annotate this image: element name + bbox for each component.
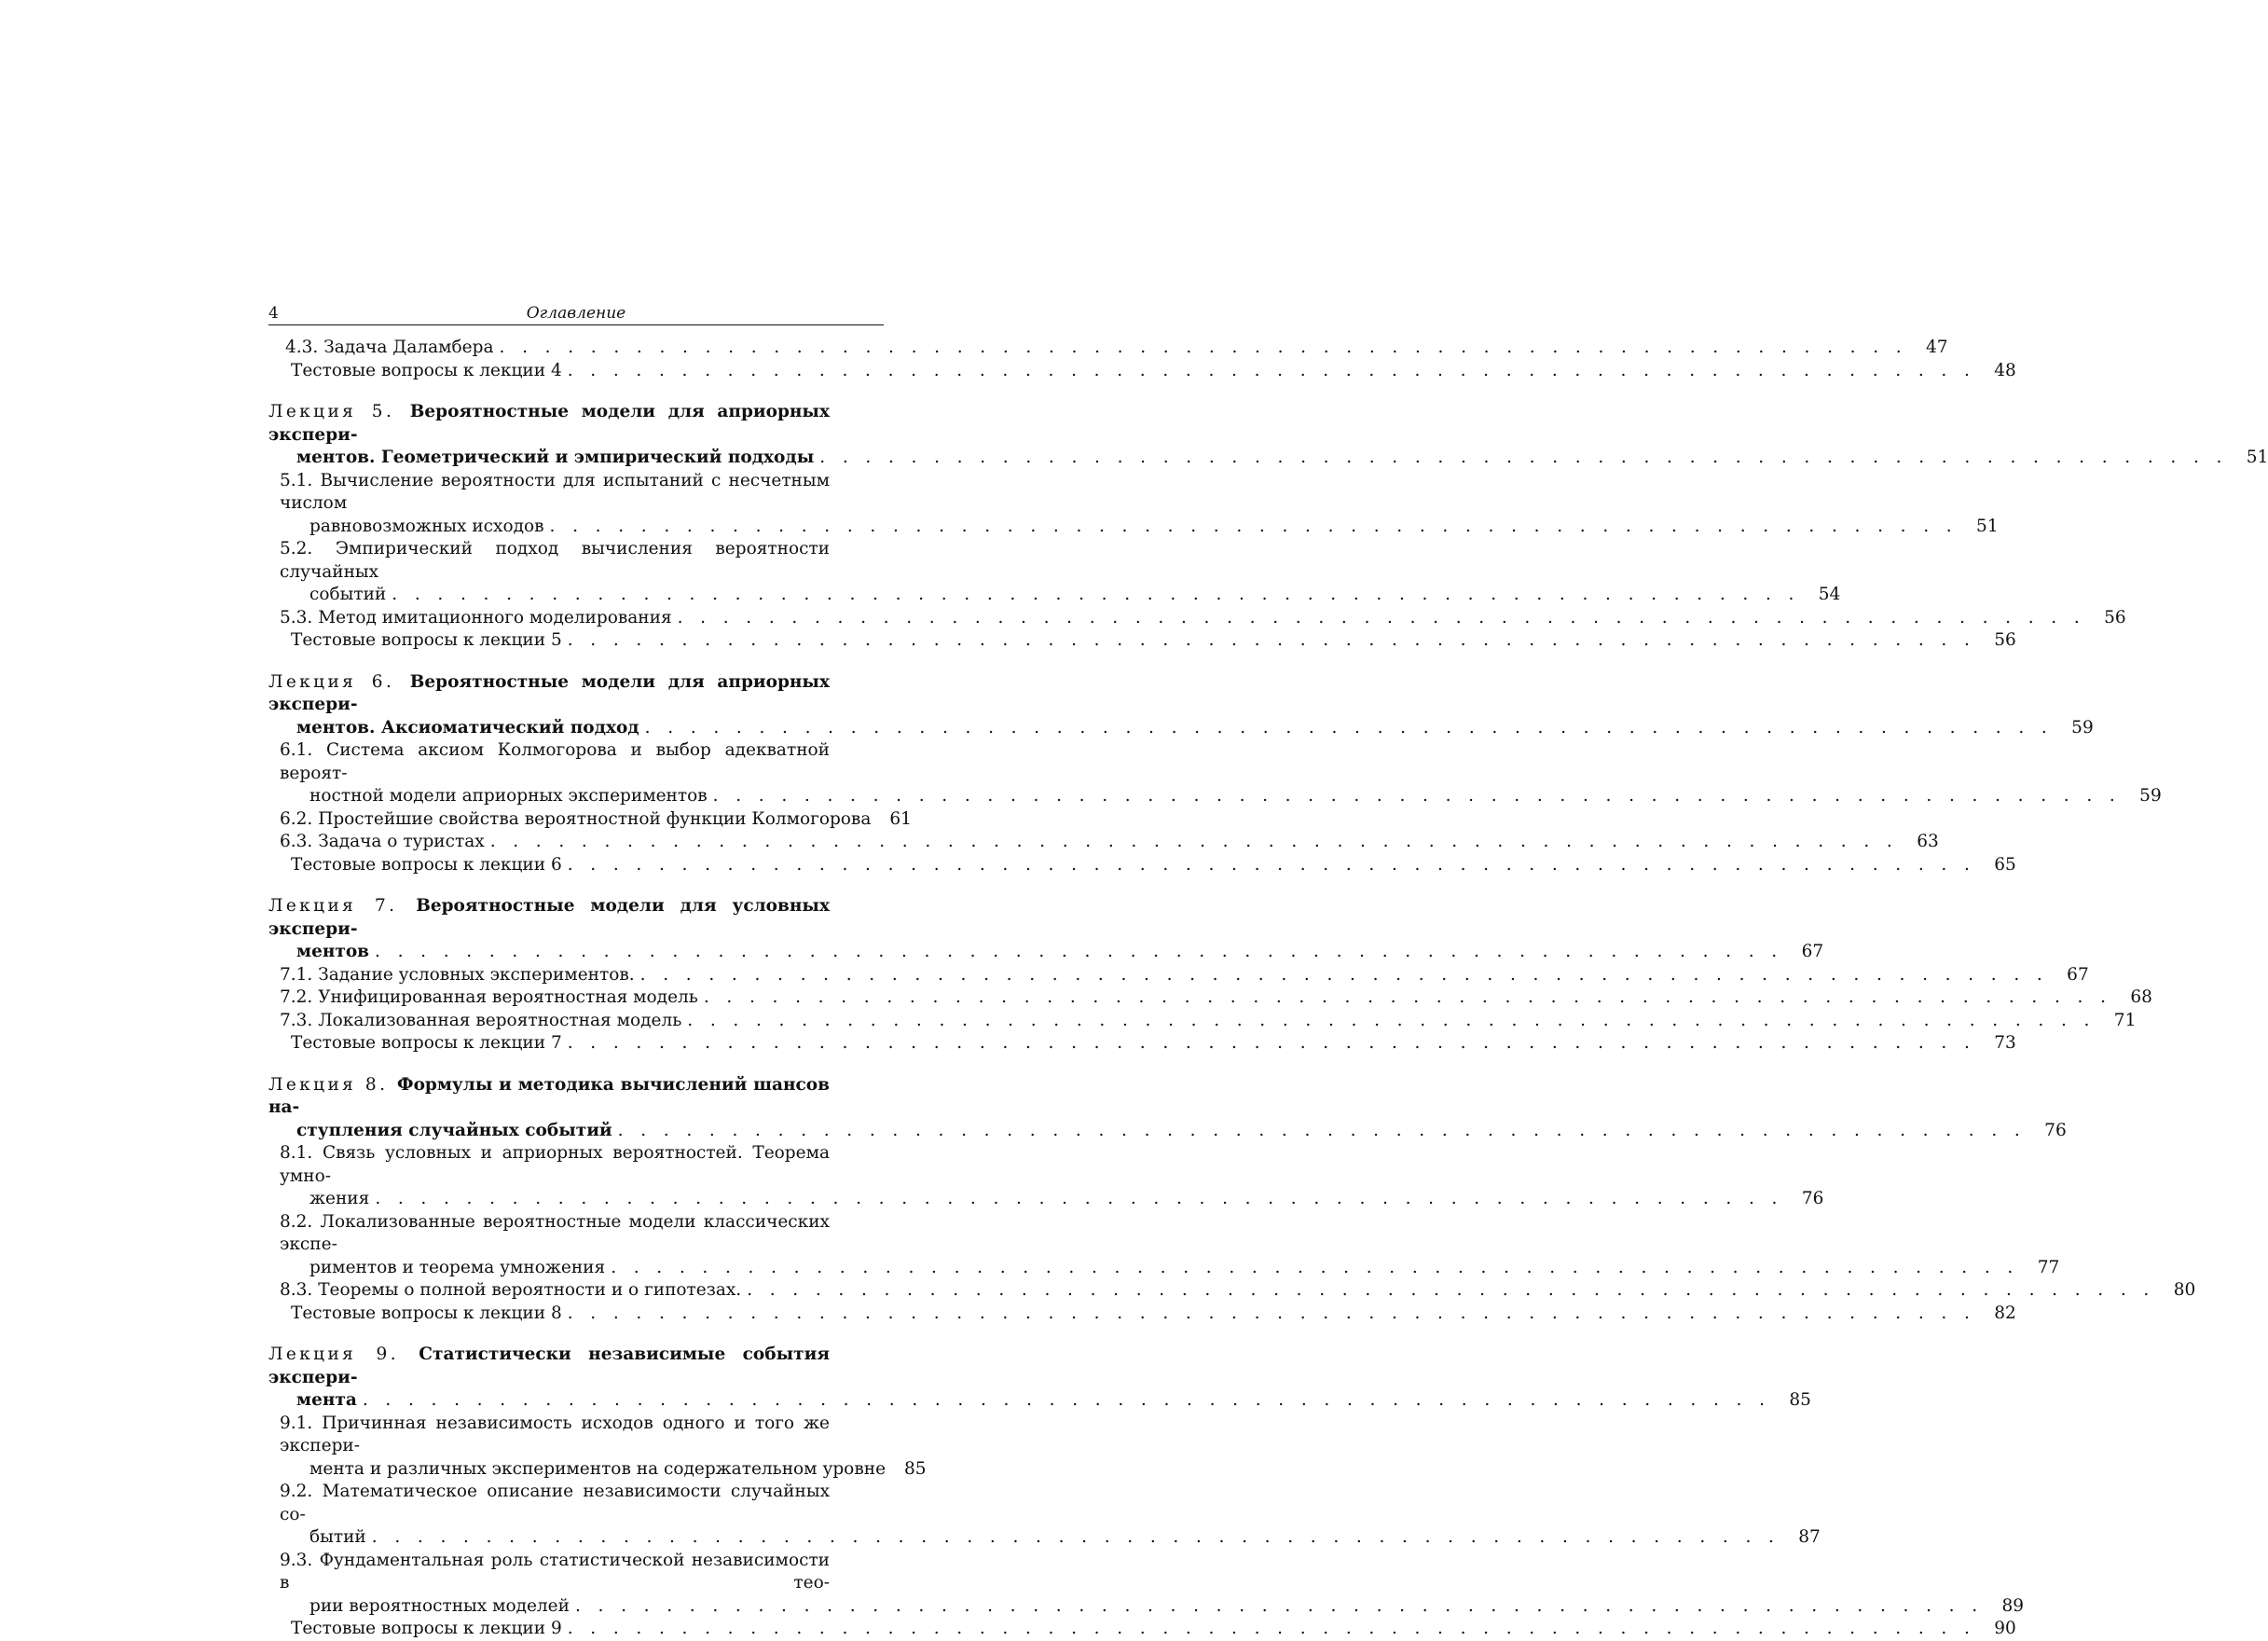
lecture-heading-text <box>268 895 830 941</box>
lecture-label: Лекция 5. <box>268 402 410 421</box>
toc-entry-label <box>291 854 562 877</box>
toc-entry-text <box>268 1120 2026 1143</box>
section-title-cont: рии вероятностных моделей <box>309 1595 570 1616</box>
toc-entry-line <box>268 360 2016 383</box>
page-ref: 67 <box>1801 942 1824 961</box>
toc-entry-text <box>268 1188 1783 1211</box>
section-text <box>268 1142 830 1188</box>
section-title: Локализованные вероятностные модели классических экспе- <box>280 1211 830 1254</box>
section-number: 9.1. <box>280 1413 323 1433</box>
toc-entry-text <box>268 1279 2155 1303</box>
toc-entry-text <box>268 964 2048 987</box>
page-ref: 82 <box>1994 1303 2016 1323</box>
dot-leader: . . . . . . . . . . . . . . . . . . . . . . . . . . . . . . . . . . . . . . . . . . . . . . . . . . . . . . . . . . . . . . <box>499 338 1908 357</box>
toc-entry-line <box>268 1618 2016 1641</box>
lecture-block <box>268 895 2152 1055</box>
toc-entry-line <box>268 584 1841 607</box>
lecture-title-cont: ментов. Геометрический и эмпирический подходы <box>296 448 815 467</box>
toc-entry-text <box>268 941 1783 964</box>
toc-entry-text <box>268 717 2053 740</box>
toc-entry-line <box>268 1010 2137 1033</box>
section-number: 7.2. <box>280 987 319 1007</box>
toc-entry-line <box>268 1188 1824 1211</box>
dot-leader: . . . . . . . . . . . . . . . . . . . . . . . . . . . . . . . . . . . . . . . . . . . . . . . . . . . . . . . . . . . . . . <box>644 717 2054 738</box>
section-number: 7.3. <box>280 1010 319 1030</box>
dot-leader: . . . . . . . . . . . . . . . . . . . . . . . . . . . . . . . . . . . . . . . . . . . . . . . . . . . . . . . . . . . . . . <box>574 1595 1984 1616</box>
dot-leader: . . . . . . . . . . . . . . . . . . . . . . . . . . . . . . . . . . . . . . . . . . . . . . . . . . . . . . . . . . . . . . <box>489 832 1899 851</box>
toc-entry-line <box>268 1032 2016 1055</box>
toc-entry-text <box>268 1595 1983 1619</box>
toc-entry-text <box>268 1303 1975 1326</box>
toc-entry-label <box>309 516 544 539</box>
lecture-block <box>268 671 2162 877</box>
lecture-title-cont: ментов <box>296 942 370 961</box>
section-title-cont: мента и различных экспериментов на содержательном уровне <box>309 1458 887 1479</box>
page-ref: 76 <box>2044 1120 2067 1140</box>
section-number: 9.2. <box>280 1482 323 1501</box>
section-title: Математическое описание независимости случайных со- <box>280 1482 830 1524</box>
lecture-label: Лекция 6. <box>268 671 410 692</box>
lecture-heading-text <box>268 671 830 717</box>
section-title: Теоремы о полной вероятности и о гипотезах. <box>318 1280 742 1300</box>
lecture-heading-line <box>268 671 884 717</box>
toc-entry-text <box>268 360 1975 383</box>
dot-leader: . . . . . . . . . . . . . . . . . . . . . . . . . . . . . . . . . . . . . . . . . . . . . . . . . . . . . . . . . . . . . . <box>639 964 2049 985</box>
page-ref: 90 <box>1994 1619 2016 1638</box>
dot-leader: . . . . . . . . . . . . . . . . . . . . . . . . . . . . . . . . . . . . . . . . . . . . . . . . . . . . . . . . . . . . . . <box>567 360 1976 380</box>
toc-entry-text <box>268 854 1975 877</box>
toc-entry-text <box>268 1526 1780 1550</box>
dot-leader: . . . . . . . . . . . . . . . . . . . . . . . . . . . . . . . . . . . . . . . . . . . . . . . . . . . . . . . . . . . . . . <box>819 448 2228 467</box>
toc-entry-line <box>268 831 1939 854</box>
toc-entry-text <box>268 337 1907 360</box>
toc-entry-line <box>268 986 2152 1010</box>
section-title-cont: ностной модели априорных экспериментов <box>309 786 708 806</box>
dot-leader: . . . . . . . . . . . . . . . . . . . . . . . . . . . . . . . . . . . . . . . . . . . . . . . . . . . . . . . . . . . . . . <box>712 786 2122 806</box>
section-text <box>268 1211 830 1257</box>
lecture-block <box>268 1344 2025 1641</box>
lecture-title: Статистически независимые события экспери- <box>268 1345 830 1387</box>
dot-leader: . . . . . . . . . . . . . . . . . . . . . . . . . . . . . . . . . . . . . . . . . . . . . . . . . . . . . . . . . . . . . . <box>747 1280 2155 1300</box>
page-ref: 56 <box>1994 630 2016 650</box>
toc-entry-text <box>268 986 2111 1010</box>
section-number: 6.2. <box>280 808 319 829</box>
toc-entry-line <box>268 516 1999 539</box>
toc-entry-label <box>296 941 369 964</box>
lecture-title: Вероятностные модели для априорных экспери- <box>268 402 830 445</box>
lecture-heading-line <box>268 401 884 447</box>
toc-entry-line <box>268 854 2016 877</box>
section-line <box>268 1481 884 1526</box>
section-title-cont: событий <box>309 585 387 604</box>
toc-entry-label <box>285 337 494 360</box>
section-title: Метод имитационного моделирования <box>318 607 672 627</box>
page-ref: 63 <box>1917 832 1939 851</box>
page-ref: 80 <box>2173 1280 2196 1300</box>
toc-entry-line <box>268 1526 1821 1550</box>
page-ref: 73 <box>1994 1033 2016 1053</box>
page-ref: 77 <box>2037 1257 2060 1277</box>
section-number: 5.1. <box>280 470 321 490</box>
dot-leader: . . . . . . . . . . . . . . . . . . . . . . . . . . . . . . . . . . . . . . . . . . . . . . . . . . . . . . . . . . . . . . <box>611 1257 2019 1277</box>
section-title: Простейшие свойства вероятностной функции Колмогорова <box>318 808 872 829</box>
toc-entry-line <box>268 717 2094 740</box>
toc-entry-label <box>280 1279 741 1303</box>
section-number: 4.3. <box>285 338 324 357</box>
toc-entry-label <box>291 1032 562 1055</box>
toc-entry-line <box>268 607 2126 630</box>
lecture-label: Лекция 8. <box>268 1074 398 1095</box>
section-title: Задача о туристах <box>318 832 485 851</box>
page-ref: 54 <box>1818 585 1841 604</box>
lecture-title-cont: ментов. Аксиоматический подход <box>296 717 639 738</box>
toc-entry-line <box>268 1389 1811 1413</box>
section-number: 8.2. <box>280 1211 321 1232</box>
toc-entry-line <box>268 808 912 832</box>
toc-entry-line <box>268 447 2268 470</box>
page-ref: 68 <box>2130 987 2152 1007</box>
running-title: Оглавление <box>526 304 626 323</box>
dot-leader: . . . . . . . . . . . . . . . . . . . . . . . . . . . . . . . . . . . . . . . . . . . . . . . . . . . . . . . . . . . . . . <box>687 1010 2096 1030</box>
section-title: Фундаментальная роль статистической независимости в тео- <box>280 1550 831 1593</box>
lecture-title-cont: мента <box>296 1390 357 1410</box>
section-text <box>268 1550 830 1595</box>
lecture-heading-text <box>268 1344 830 1389</box>
table-of-contents <box>268 337 2268 1641</box>
toc-entry-label <box>296 1120 612 1143</box>
lecture-title: Вероятностные модели для условных экспери- <box>268 896 830 939</box>
page-ref: 89 <box>2001 1595 2025 1616</box>
dot-leader: . . . . . . . . . . . . . . . . . . . . . . . . . . . . . . . . . . . . . . . . . . . . . . . . . . . . . . . . . . . . . . <box>567 854 1976 875</box>
toc-entry-line <box>268 629 2016 653</box>
lecture-heading-line <box>268 1344 884 1389</box>
toc-entry-text <box>268 831 1898 854</box>
toc-entry-text <box>268 629 1975 653</box>
section-title-cont: жения <box>309 1189 370 1208</box>
test-questions-title: Тестовые вопросы к лекции 5 <box>291 630 562 650</box>
toc-entry-text <box>268 1618 1975 1641</box>
section-line <box>268 1211 884 1257</box>
dot-leader: . . . . . . . . . . . . . . . . . . . . . . . . . . . . . . . . . . . . . . . . . . . . . . . . . . . . . . . . . . . . . . <box>362 1390 1771 1410</box>
toc-entry-label <box>280 808 871 832</box>
lecture-label: Лекция 9. <box>268 1345 419 1364</box>
section-title: Унифицированная вероятностная модель <box>318 987 698 1007</box>
dot-leader: . . . . . . . . . . . . . . . . . . . . . . . . . . . . . . . . . . . . . . . . . . . . . . . . . . . . . . . . . . . . . . <box>371 1527 1780 1547</box>
toc-entry-label <box>296 1389 357 1413</box>
dot-leader: . . . . . . . . . . . . . . . . . . . . . . . . . . . . . . . . . . . . . . . . . . . . . . . . . . . . . . . . . . . . . . <box>567 1033 1976 1053</box>
section-line <box>268 1413 884 1458</box>
section-number: 6.1. <box>280 740 327 760</box>
toc-entry-text <box>268 1458 886 1482</box>
section-title: Локализованная вероятностная модель <box>318 1010 682 1030</box>
toc-entry-text <box>268 607 2085 630</box>
lecture-block <box>268 1074 2196 1326</box>
lecture-heading-line <box>268 1074 884 1120</box>
section-title: Вычисление вероятности для испытаний с несчетным числом <box>280 470 831 513</box>
toc-entry-line <box>268 1120 2067 1143</box>
lecture-block <box>268 401 2268 653</box>
section-title-cont: равновозможных исходов <box>309 516 544 536</box>
toc-entry-label <box>280 1010 681 1033</box>
section-text <box>268 538 830 584</box>
lecture-title-cont: ступления случайных событий <box>296 1120 612 1140</box>
toc-entry-label <box>280 607 672 630</box>
dot-leader: . . . . . . . . . . . . . . . . . . . . . . . . . . . . . . . . . . . . . . . . . . . . . . . . . . . . . . . . . . . . . . <box>677 607 2086 627</box>
toc-entry-label <box>309 584 386 607</box>
toc-entry-label <box>309 1188 369 1211</box>
section-number: 8.1. <box>280 1143 323 1163</box>
dot-leader: . . . . . . . . . . . . . . . . . . . . . . . . . . . . . . . . . . . . . . . . . . . . . . . . . . . . . . . . . . . . . . <box>375 1189 1783 1208</box>
section-title-cont: бытий <box>309 1527 366 1547</box>
toc-entry-label <box>309 1526 366 1550</box>
section-line <box>268 1550 884 1595</box>
toc-entry-line <box>268 964 2089 987</box>
section-title-cont: риментов и теорема умножения <box>309 1257 606 1277</box>
toc-entry-line <box>268 1279 2196 1303</box>
lecture-title: Формулы и методика вычислений шансов на- <box>268 1074 830 1117</box>
section-title: Задача Даламбера <box>323 338 494 357</box>
lecture-heading-text <box>268 1074 830 1120</box>
toc-entry-line <box>268 941 1824 964</box>
toc-entry-line <box>268 1595 2025 1619</box>
page-ref: 47 <box>1926 338 1948 357</box>
page-ref: 67 <box>2067 964 2089 985</box>
page-ref: 76 <box>1801 1189 1824 1208</box>
toc-entry-text <box>268 1389 1770 1413</box>
test-questions-title: Тестовые вопросы к лекции 7 <box>291 1033 562 1053</box>
toc-entry-text <box>268 808 871 832</box>
section-line <box>268 739 884 785</box>
page-ref: 65 <box>1994 854 2016 875</box>
toc-entry-line <box>268 1458 927 1482</box>
toc-entry-label <box>296 717 639 740</box>
dot-leader: . . . . . . . . . . . . . . . . . . . . . . . . . . . . . . . . . . . . . . . . . . . . . . . . . . . . . . . . . . . . . . <box>375 942 1783 961</box>
test-questions-title: Тестовые вопросы к лекции 8 <box>291 1303 562 1323</box>
dot-leader: . . . . . . . . . . . . . . . . . . . . . . . . . . . . . . . . . . . . . . . . . . . . . . . . . . . . . . . . . . . . . . <box>703 987 2112 1007</box>
toc-entry-label <box>291 1303 562 1326</box>
toc-entry-line <box>268 1257 2060 1280</box>
toc-entry-text <box>268 1257 2019 1280</box>
toc-entry-text <box>268 1010 2096 1033</box>
section-title: Эмпирический подход вычисления вероятности случайных <box>280 539 831 582</box>
toc-entry-label <box>291 629 562 653</box>
section-title: Связь условных и априорных вероятностей. Теорема умно- <box>280 1143 830 1186</box>
section-number: 7.1. <box>280 964 319 985</box>
section-number: 5.2. <box>280 539 336 558</box>
toc-entry-label <box>291 360 562 383</box>
running-header <box>268 298 884 325</box>
toc-entry-label <box>309 1458 886 1482</box>
section-text <box>268 470 830 516</box>
toc-entry-label <box>280 986 698 1010</box>
toc-entry-line <box>268 337 1948 360</box>
toc-entry-label <box>280 831 485 854</box>
section-line <box>268 470 884 516</box>
dot-leader: . . . . . . . . . . . . . . . . . . . . . . . . . . . . . . . . . . . . . . . . . . . . . . . . . . . . . . . . . . . . . . <box>567 1619 1976 1638</box>
page-ref: 56 <box>2104 607 2126 627</box>
lecture-heading-text <box>268 401 830 447</box>
dot-leader: . . . . . . . . . . . . . . . . . . . . . . . . . . . . . . . . . . . . . . . . . . . . . . . . . . . . . . . . . . . . . . <box>617 1120 2027 1140</box>
toc-entry-label <box>296 447 814 470</box>
lecture-label: Лекция 7. <box>268 896 417 916</box>
section-number: 8.3. <box>280 1280 319 1300</box>
toc-entry-text <box>268 1032 1975 1055</box>
lecture-heading-line <box>268 895 884 941</box>
section-title: Задание условных экспериментов. <box>318 964 635 985</box>
page-ref: 59 <box>2071 717 2094 738</box>
page-ref: 48 <box>1994 360 2016 380</box>
dot-leader: . . . . . . . . . . . . . . . . . . . . . . . . . . . . . . . . . . . . . . . . . . . . . . . . . . . . . . . . . . . . . . <box>567 1303 1976 1323</box>
section-number: 6.3. <box>280 832 319 851</box>
toc-entry-text <box>268 584 1800 607</box>
toc-entry-label <box>309 785 708 808</box>
section-text <box>268 1481 830 1526</box>
toc-entry-text <box>268 447 2228 470</box>
dot-leader: . . . . . . . . . . . . . . . . . . . . . . . . . . . . . . . . . . . . . . . . . . . . . . . . . . . . . . . . . . . . . . <box>392 585 1800 604</box>
page-ref: 51 <box>1976 516 1999 536</box>
toc-entry-label <box>291 1618 562 1641</box>
toc-entry-text <box>268 516 1958 539</box>
test-questions-title: Тестовые вопросы к лекции 9 <box>291 1619 562 1638</box>
toc-entry-label <box>309 1595 570 1619</box>
page-ref: 85 <box>904 1458 927 1479</box>
dot-leader: . . . . . . . . . . . . . . . . . . . . . . . . . . . . . . . . . . . . . . . . . . . . . . . . . . . . . . . . . . . . . . <box>567 630 1976 650</box>
page-ref: 59 <box>2139 786 2162 806</box>
section-line <box>268 538 884 584</box>
toc-entry-label <box>280 964 635 987</box>
page-ref: 87 <box>1798 1527 1821 1547</box>
page-ref: 61 <box>889 808 912 829</box>
lecture-title: Вероятностные модели для априорных экспери- <box>268 671 830 714</box>
section-title: Причинная независимость исходов одного и того же экспери- <box>280 1413 831 1455</box>
page-ref: 85 <box>1789 1390 1811 1410</box>
section-number: 5.3. <box>280 607 319 627</box>
section-line <box>268 1142 884 1188</box>
test-questions-title: Тестовые вопросы к лекции 6 <box>291 854 562 875</box>
page-ref: 51 <box>2246 448 2268 467</box>
section-title: Система аксиом Колмогорова и выбор адекватной вероят- <box>280 740 830 783</box>
toc-entry-text <box>268 785 2121 808</box>
toc-entry-line <box>268 785 2162 808</box>
page-ref: 71 <box>2113 1010 2137 1030</box>
dot-leader: . . . . . . . . . . . . . . . . . . . . . . . . . . . . . . . . . . . . . . . . . . . . . . . . . . . . . . . . . . . . . . <box>549 516 1959 536</box>
page-number: 4 <box>268 304 279 323</box>
book-page <box>268 298 2268 1641</box>
toc-entry-label <box>309 1257 605 1280</box>
toc-entry-line <box>268 1303 2016 1326</box>
section-text <box>268 739 830 785</box>
test-questions-title: Тестовые вопросы к лекции 4 <box>291 360 562 380</box>
section-number: 9.3. <box>280 1550 320 1570</box>
section-text <box>268 1413 830 1458</box>
